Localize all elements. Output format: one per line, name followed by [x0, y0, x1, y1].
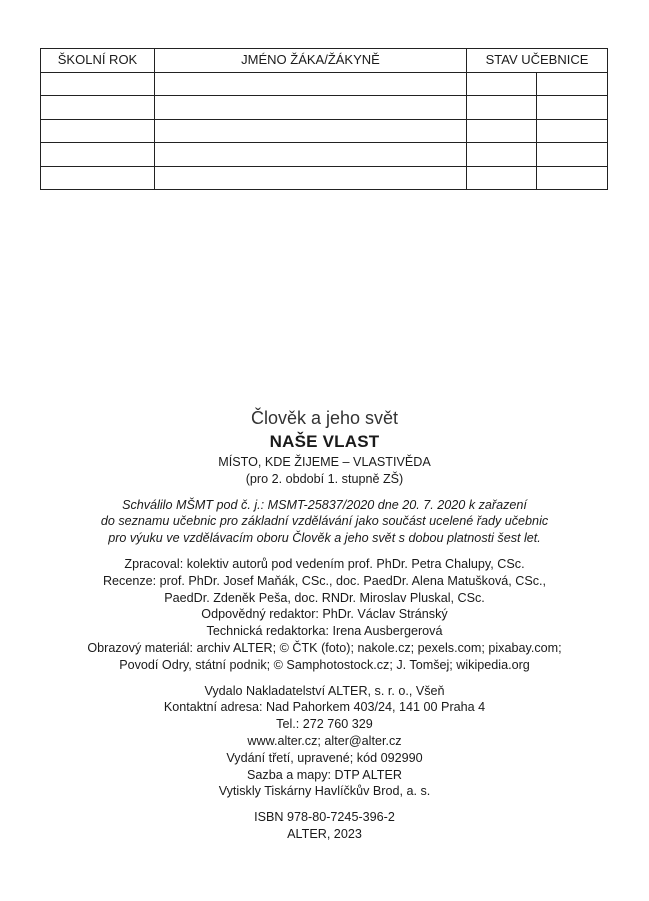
cell-student-name[interactable]	[155, 143, 467, 167]
cell-school-year[interactable]	[41, 96, 155, 120]
table-row	[41, 143, 608, 167]
cell-school-year[interactable]	[41, 119, 155, 143]
cell-student-name[interactable]	[155, 96, 467, 120]
cell-condition-start[interactable]	[467, 72, 537, 96]
approval-line: do seznamu učebnic pro základní vzdělávání jako součást ucelené řady učebnic	[100, 514, 549, 529]
cell-condition-end[interactable]	[537, 143, 608, 167]
owner-record-table	[40, 48, 608, 190]
isbn-line: ISBN 978-80-7245-396-2	[254, 810, 395, 825]
cell-school-year[interactable]	[41, 143, 155, 167]
publisher-block	[0, 683, 649, 801]
imprint-block	[0, 406, 649, 852]
cell-student-name[interactable]	[155, 119, 467, 143]
cell-condition-start[interactable]	[467, 96, 537, 120]
publisher-address: Kontaktní adresa: Nad Pahorkem 403/24, 141 00 Praha 4	[163, 700, 486, 715]
credits-line: Obrazový materiál: archiv ALTER; © ČTK (foto); nakole.cz; pexels.com; pixabay.com;	[87, 640, 562, 655]
credits-line: PaedDr. Zdeněk Peša, doc. RNDr. Miroslav Pluskal, CSc.	[164, 590, 485, 605]
table-row	[41, 166, 608, 190]
subtitle-line: MÍSTO, KDE ŽIJEME – VLASTIVĚDA	[218, 455, 431, 469]
header-school-year: ŠKOLNÍ ROK	[41, 49, 155, 73]
book-title: NAŠE VLAST	[269, 432, 380, 451]
cell-condition-start[interactable]	[467, 143, 537, 167]
subtitle-block	[0, 454, 649, 488]
owner-table-header-row	[41, 49, 608, 73]
cell-condition-end[interactable]	[537, 119, 608, 143]
cell-student-name[interactable]	[155, 166, 467, 190]
cell-condition-end[interactable]	[537, 72, 608, 96]
credits-line: Technická redaktorka: Irena Ausbergerová	[206, 624, 443, 639]
credits-line: Recenze: prof. PhDr. Josef Maňák, CSc., doc. PaedDr. Alena Matušková, CSc.,	[102, 573, 547, 588]
cell-school-year[interactable]	[41, 166, 155, 190]
table-row	[41, 96, 608, 120]
table-row	[41, 119, 608, 143]
credits-line: Povodí Odry, státní podnik; © Samphotostock.cz; J. Tomšej; wikipedia.org	[119, 657, 530, 672]
header-book-condition: STAV UČEBNICE	[467, 49, 608, 73]
cell-condition-end[interactable]	[537, 96, 608, 120]
cell-school-year[interactable]	[41, 72, 155, 96]
cell-condition-start[interactable]	[467, 166, 537, 190]
publisher-phone: Tel.: 272 760 329	[276, 717, 373, 732]
isbn-block	[0, 809, 649, 843]
header-student-name: JMÉNO ŽÁKA/ŽÁKYNĚ	[155, 49, 467, 73]
cell-condition-start[interactable]	[467, 119, 537, 143]
credits-block	[0, 556, 649, 674]
credits-line: Odpovědný redaktor: PhDr. Václav Stránský	[201, 607, 448, 622]
subtitle-line: (pro 2. období 1. stupně ZŠ)	[245, 471, 404, 486]
series-title: Člověk a jeho svět	[250, 408, 399, 428]
typesetting-line: Sazba a mapy: DTP ALTER	[247, 767, 402, 782]
approval-block	[0, 497, 649, 547]
table-row	[41, 72, 608, 96]
printer-line: Vytiskly Tiskárny Havlíčkův Brod, a. s.	[218, 784, 431, 799]
cell-condition-end[interactable]	[537, 166, 608, 190]
cell-student-name[interactable]	[155, 72, 467, 96]
approval-line: pro výuku ve vzdělávacím oboru Člověk a jeho svět s dobou platnosti šest let.	[108, 531, 541, 546]
edition-line: Vydání třetí, upravené; kód 092990	[226, 750, 423, 765]
publisher-year-line: ALTER, 2023	[287, 826, 362, 841]
publisher-web-email: www.alter.cz; alter@alter.cz	[247, 733, 402, 748]
publisher-line: Vydalo Nakladatelství ALTER, s. r. o., Všeň	[204, 683, 445, 698]
credits-line: Zpracoval: kolektiv autorů pod vedením prof. PhDr. Petra Chalupy, CSc.	[124, 556, 525, 571]
approval-line: Schválilo MŠMT pod č. j.: MSMT-25837/2020 dne 20. 7. 2020 k zařazení	[122, 497, 527, 512]
